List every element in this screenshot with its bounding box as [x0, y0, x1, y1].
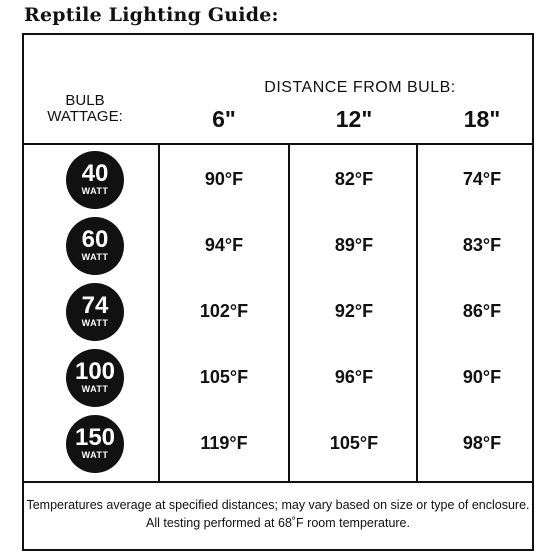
temp-cell: 90°F [462, 367, 502, 387]
temp-cell: 86°F [462, 301, 502, 321]
page-title: Reptile Lighting Guide: [24, 4, 279, 26]
table-row [24, 147, 532, 213]
distance-6: 6" [212, 106, 236, 132]
wattage-unit: WATT [81, 450, 109, 460]
distance-18: 18" [463, 106, 501, 132]
wattage-number: 40 [81, 160, 109, 187]
wattage-number: 100 [74, 358, 116, 385]
wattage-badge [66, 349, 124, 407]
wattage-number: 60 [81, 226, 109, 253]
table-row [24, 279, 532, 345]
footnote-line2: All testing performed at 68˚F room temperature. [145, 516, 410, 530]
wattage-number: 74 [81, 292, 109, 319]
wattage-badge [66, 283, 124, 341]
table-row [24, 411, 532, 477]
wattage-badge [66, 151, 124, 209]
wattage-badge [66, 415, 124, 473]
bulb-label-line1: BULB [65, 92, 105, 109]
wattage-unit: WATT [81, 318, 109, 328]
temp-cell: 94°F [204, 235, 244, 255]
temp-cell: 83°F [462, 235, 502, 255]
temp-cell: 89°F [334, 235, 374, 255]
bulb-label-line2: WATTAGE: [47, 108, 123, 125]
temp-cell: 98°F [462, 433, 502, 453]
wattage-unit: WATT [81, 252, 109, 262]
temp-cell: 92°F [334, 301, 374, 321]
wattage-unit: WATT [81, 384, 109, 394]
distance-label: DISTANCE FROM BULB: [264, 79, 456, 96]
distance-12: 12" [335, 106, 373, 132]
temp-cell: 105°F [329, 433, 379, 453]
table-body [24, 145, 532, 483]
temp-cell: 96°F [334, 367, 374, 387]
temp-cell: 105°F [199, 367, 249, 387]
bulb-wattage-label [40, 93, 130, 125]
wattage-badge [66, 217, 124, 275]
temp-cell: 74°F [462, 169, 502, 189]
table-header [24, 35, 532, 145]
wattage-unit: WATT [81, 186, 109, 196]
wattage-number: 150 [74, 424, 116, 451]
temp-cell: 102°F [199, 301, 249, 321]
lighting-table [22, 33, 534, 551]
footnote-line1: Temperatures average at specified distances; may vary based on size or type of enclosure. [26, 498, 530, 512]
table-row [24, 345, 532, 411]
temp-cell: 90°F [204, 169, 244, 189]
table-row [24, 213, 532, 279]
footnote [24, 481, 532, 549]
temp-cell: 82°F [334, 169, 374, 189]
temp-cell: 119°F [200, 433, 248, 453]
